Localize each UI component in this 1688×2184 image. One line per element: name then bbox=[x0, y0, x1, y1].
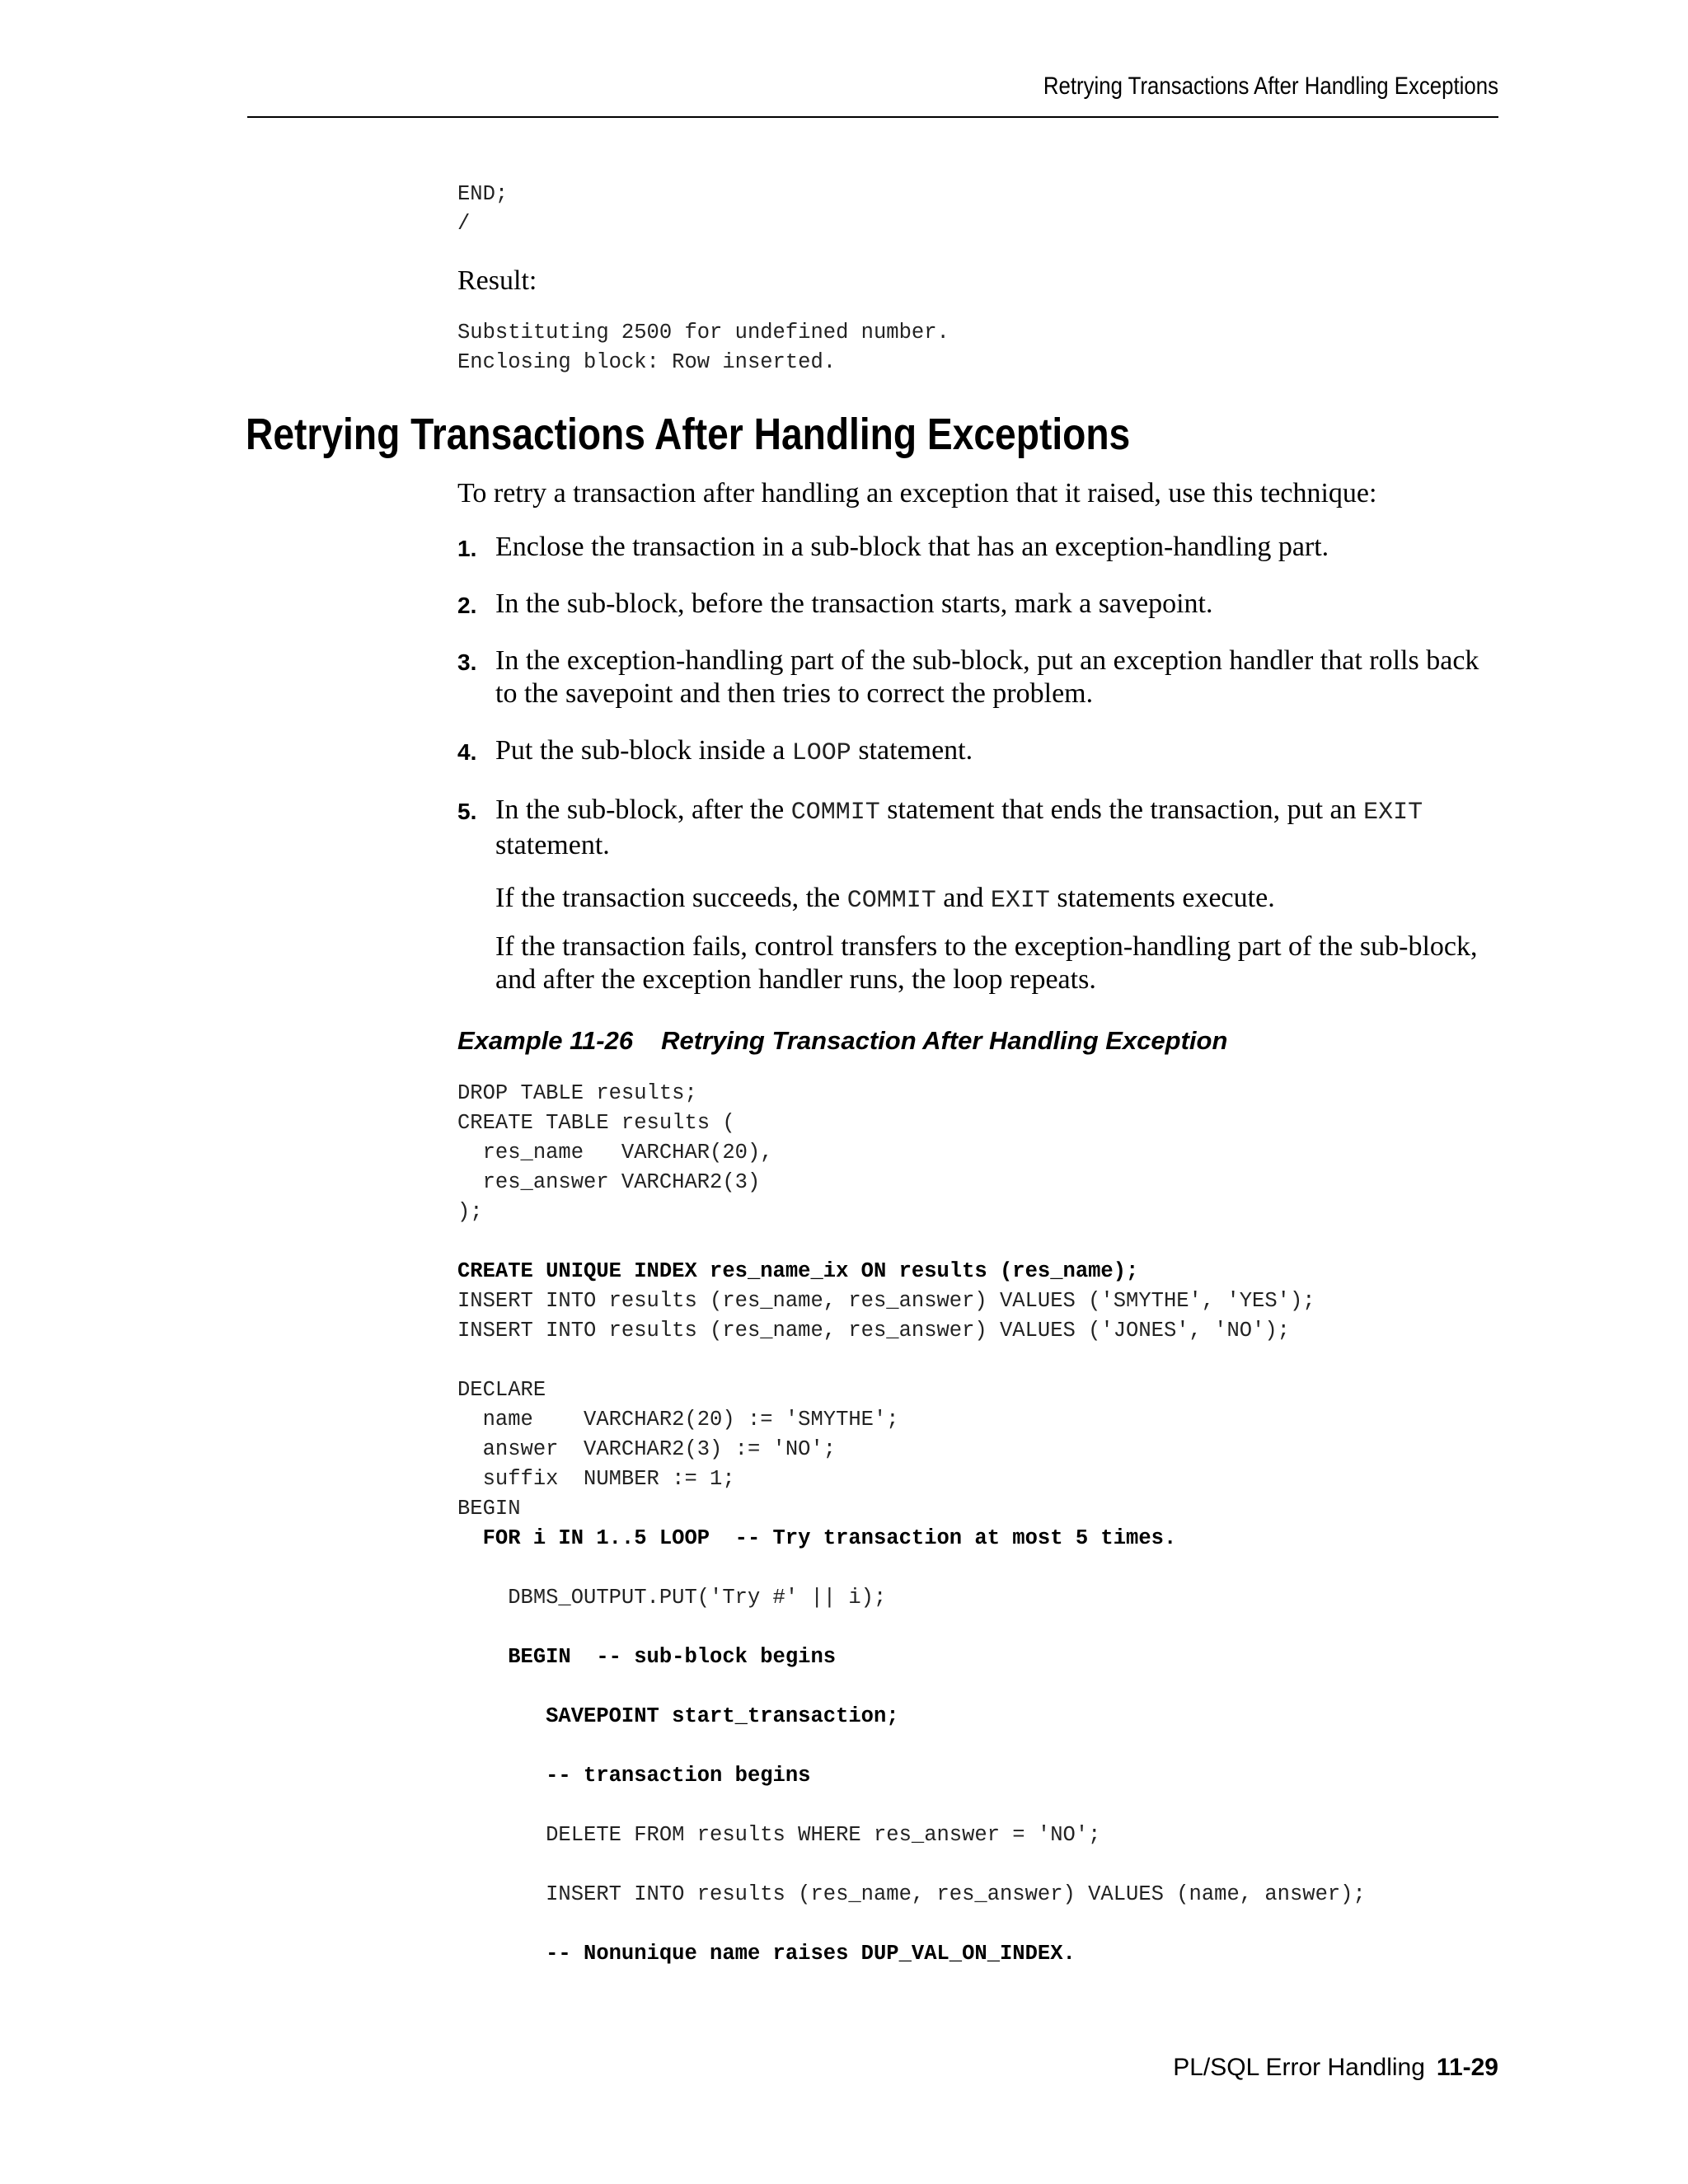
code-line: answer VARCHAR2(3) := 'NO'; bbox=[457, 1437, 837, 1461]
text-run: In the sub-block, after the bbox=[495, 794, 791, 825]
text-run: If the transaction succeeds, the bbox=[495, 883, 847, 913]
code-line: res_name VARCHAR(20), bbox=[457, 1141, 773, 1165]
code-line: res_answer VARCHAR2(3) bbox=[457, 1170, 761, 1194]
code-line: / bbox=[457, 212, 471, 236]
text-run: If the transaction fails, control transfers to the exception-handling part of the sub-block, and after the exception handler runs, the loop repeats. bbox=[495, 931, 1478, 995]
step-text bbox=[495, 588, 1213, 619]
step-number: 4. bbox=[457, 739, 477, 765]
result-label: Result: bbox=[457, 265, 537, 296]
section-heading: Retrying Transactions After Handling Exceptions bbox=[246, 410, 1131, 459]
code-line: DECLARE bbox=[457, 1378, 546, 1402]
text-run: statement. bbox=[851, 735, 973, 766]
code-line: name VARCHAR2(20) := 'SMYTHE'; bbox=[457, 1408, 899, 1432]
step-text bbox=[495, 645, 1479, 709]
code-line: INSERT INTO results (res_name, res_answer) VALUES (name, answer); bbox=[457, 1882, 1366, 1906]
step-item bbox=[457, 794, 1500, 862]
step-item bbox=[457, 734, 1500, 770]
code-line: CREATE TABLE results ( bbox=[457, 1111, 735, 1135]
text-run: and bbox=[935, 883, 991, 913]
text-run: Put the sub-block inside a bbox=[495, 735, 792, 766]
step-number: 3. bbox=[457, 649, 477, 675]
code-snippet-top bbox=[457, 180, 508, 239]
code-line: ); bbox=[457, 1200, 483, 1224]
step-text bbox=[495, 735, 973, 766]
code-line: FOR i IN 1..5 LOOP -- Try transaction at most 5 times. bbox=[457, 1526, 1177, 1550]
header-rule bbox=[247, 116, 1498, 118]
inline-code: COMMIT bbox=[790, 799, 880, 827]
code-line: CREATE UNIQUE INDEX res_name_ix ON results (res_name); bbox=[457, 1259, 1139, 1283]
step-item bbox=[457, 644, 1500, 710]
code-line: Substituting 2500 for undefined number. bbox=[457, 321, 950, 344]
intro-paragraph: To retry a transaction after handling an exception that it raised, use this technique: bbox=[457, 478, 1377, 509]
step-text bbox=[495, 794, 1423, 860]
example-code-block bbox=[457, 1079, 1366, 1969]
code-line: END; bbox=[457, 182, 509, 206]
step-text bbox=[495, 532, 1329, 562]
text-run: Enclose the transaction in a sub-block that has an exception-handling part. bbox=[495, 532, 1329, 562]
text-run: statements execute. bbox=[1049, 883, 1275, 913]
failure-paragraph bbox=[495, 930, 1500, 996]
step-number: 1. bbox=[457, 536, 477, 561]
code-line: SAVEPOINT start_transaction; bbox=[457, 1704, 899, 1728]
step-number: 5. bbox=[457, 799, 477, 824]
code-line: DBMS_OUTPUT.PUT('Try #' || i); bbox=[457, 1586, 887, 1610]
code-line: suffix NUMBER := 1; bbox=[457, 1467, 735, 1491]
running-header: Retrying Transactions After Handling Exceptions bbox=[1043, 73, 1498, 100]
text-run: In the exception-handling part of the sub-block, put an exception handler that rolls back to the savepoint and then tries to correct the problem. bbox=[495, 645, 1479, 709]
code-line: -- transaction begins bbox=[457, 1764, 811, 1788]
result-output bbox=[457, 318, 950, 377]
example-title: Retrying Transaction After Handling Exception bbox=[661, 1026, 1228, 1055]
text-run: statement that ends the transaction, put an bbox=[879, 794, 1364, 825]
code-line: DELETE FROM results WHERE res_answer = 'NO'; bbox=[457, 1823, 1101, 1847]
text-run: In the sub-block, before the transaction starts, mark a savepoint. bbox=[495, 588, 1213, 619]
page-number: 11-29 bbox=[1436, 2054, 1498, 2081]
code-line: INSERT INTO results (res_name, res_answer) VALUES ('SMYTHE', 'YES'); bbox=[457, 1289, 1315, 1313]
inline-code: LOOP bbox=[791, 739, 851, 767]
code-line: INSERT INTO results (res_name, res_answer) VALUES ('JONES', 'NO'); bbox=[457, 1319, 1290, 1343]
inline-code: EXIT bbox=[1363, 799, 1423, 827]
text-run: statement. bbox=[495, 830, 610, 860]
step-item bbox=[457, 531, 1500, 564]
footer-chapter: PL/SQL Error Handling bbox=[1173, 2054, 1425, 2081]
success-paragraph bbox=[495, 882, 1500, 917]
step-number: 2. bbox=[457, 593, 477, 618]
code-line: DROP TABLE results; bbox=[457, 1081, 697, 1105]
code-line: Enclosing block: Row inserted. bbox=[457, 350, 837, 374]
example-number: Example 11-26 bbox=[457, 1026, 634, 1055]
page-footer bbox=[1173, 2054, 1498, 2082]
step-item bbox=[457, 588, 1500, 621]
example-caption bbox=[457, 1026, 1227, 1056]
inline-code: COMMIT bbox=[846, 887, 936, 915]
steps-list bbox=[457, 531, 1500, 886]
inline-code: EXIT bbox=[990, 887, 1050, 915]
code-line: BEGIN -- sub-block begins bbox=[457, 1645, 837, 1669]
code-line: -- Nonunique name raises DUP_VAL_ON_INDEX. bbox=[457, 1942, 1076, 1966]
code-line: BEGIN bbox=[457, 1497, 521, 1521]
